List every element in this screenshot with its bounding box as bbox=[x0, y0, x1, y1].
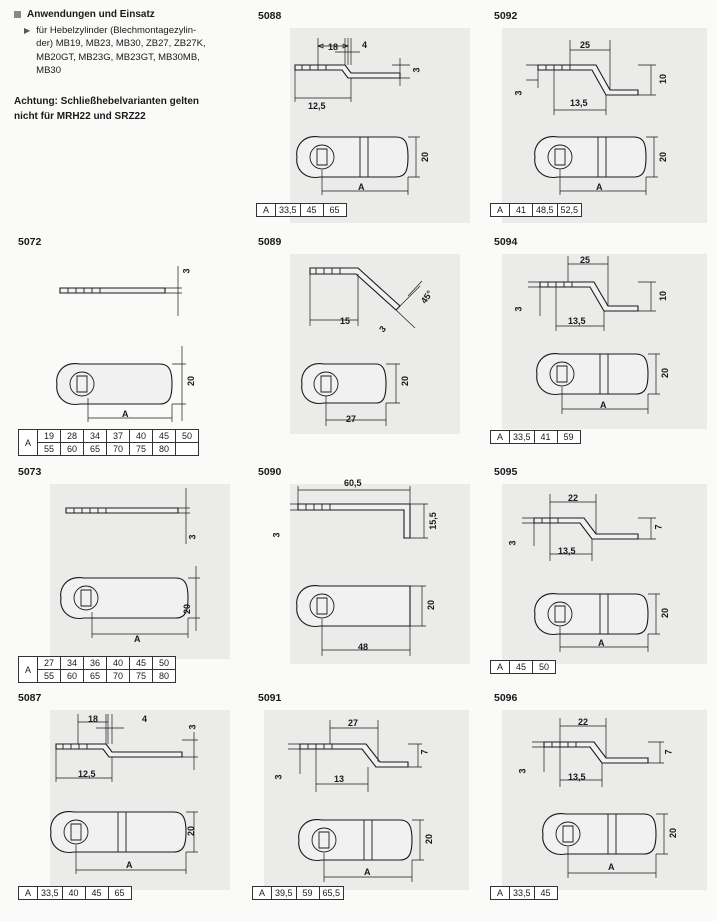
table-cell: 55 bbox=[38, 670, 61, 683]
table-cell: 45 bbox=[153, 430, 176, 443]
dim-length-label: 13,5 bbox=[558, 546, 576, 556]
table-cell: 28 bbox=[61, 430, 84, 443]
panel-title: 5092 bbox=[494, 10, 518, 22]
dim-width-label: 20 bbox=[668, 827, 679, 839]
dim-offset-label: 4 bbox=[362, 40, 368, 50]
dimension-table bbox=[18, 886, 132, 900]
table-cell: 27 bbox=[38, 657, 61, 670]
dim-length-label: 18 bbox=[327, 42, 338, 52]
dim-length-label: 27 bbox=[348, 718, 359, 728]
lever-drawing bbox=[488, 466, 713, 681]
table-cell: 80 bbox=[153, 443, 176, 456]
table-cell: 65,5 bbox=[319, 887, 344, 900]
table-cell: 41 bbox=[534, 431, 557, 444]
dim-height-label: 3 bbox=[411, 67, 422, 73]
table-cell: 65 bbox=[108, 887, 131, 900]
table-cell: 45 bbox=[130, 657, 153, 670]
dim-width-label: 20 bbox=[660, 607, 671, 619]
dim-length-label: 25 bbox=[580, 40, 591, 50]
table-cell: 19 bbox=[38, 430, 61, 443]
lever-panel-5073 bbox=[10, 466, 235, 686]
dim-angle-label: 45° bbox=[418, 288, 435, 306]
table-cell: 50 bbox=[153, 657, 176, 670]
dimension-table bbox=[490, 203, 582, 217]
dimension-table bbox=[490, 660, 556, 674]
dim-a-label: A bbox=[126, 860, 133, 870]
table-cell: 33,5 bbox=[510, 887, 535, 900]
table-label: A bbox=[19, 430, 38, 456]
table-cell: 33,5 bbox=[510, 431, 535, 444]
panel-title: 5089 bbox=[258, 236, 282, 248]
usage-header bbox=[14, 8, 239, 22]
table-label: A bbox=[253, 887, 272, 900]
dim-height-label: 7 bbox=[653, 524, 664, 530]
table-cell: 75 bbox=[130, 670, 153, 683]
table-label: A bbox=[257, 204, 276, 217]
table-cell: 60 bbox=[61, 670, 84, 683]
dim-width-label: 20 bbox=[420, 151, 431, 163]
panel-title: 5095 bbox=[494, 466, 518, 478]
dim-width-label: 20 bbox=[660, 367, 671, 379]
table-label: A bbox=[19, 887, 38, 900]
panel-title: 5096 bbox=[494, 692, 518, 704]
dim-length-label: 25 bbox=[580, 255, 591, 265]
dim-height-label: 3 bbox=[187, 724, 198, 730]
lever-drawing bbox=[10, 236, 235, 461]
dim-length-label: 12,5 bbox=[78, 769, 96, 779]
lever-panel-5092 bbox=[488, 10, 713, 220]
dim-height-label: 15,5 bbox=[427, 512, 438, 530]
panel-title: 5090 bbox=[258, 466, 282, 478]
warning-note: Achtung: Schließhebelvarianten gelten nicht für MRH22 und SRZ22 bbox=[14, 95, 200, 122]
table-cell: 45 bbox=[534, 887, 557, 900]
dim-width-label: 20 bbox=[424, 833, 435, 845]
dim-height-label: 7 bbox=[663, 749, 674, 755]
dim-length-label: 13,5 bbox=[568, 316, 586, 326]
lever-panel-5091 bbox=[250, 692, 475, 917]
lever-drawing bbox=[250, 466, 475, 666]
usage-heading: Anwendungen und Einsatz bbox=[27, 9, 155, 20]
panel-title: 5087 bbox=[18, 692, 42, 704]
dim-thickness-label: 3 bbox=[187, 534, 198, 540]
table-cell: 40 bbox=[107, 657, 130, 670]
dim-length-label: 18 bbox=[88, 714, 99, 724]
table-cell: 33,5 bbox=[276, 204, 301, 217]
dim-a-label: A bbox=[608, 862, 615, 872]
table-cell: 65 bbox=[84, 443, 107, 456]
dim-width-label: 20 bbox=[426, 599, 437, 611]
table-cell: 45 bbox=[85, 887, 108, 900]
dim-thickness-label: 3 bbox=[181, 268, 192, 274]
lever-panel-5088 bbox=[250, 10, 475, 220]
dim-length-label: 22 bbox=[578, 717, 589, 727]
dim-width-label: 20 bbox=[186, 375, 197, 387]
table-cell: 40 bbox=[62, 887, 85, 900]
dim-a-label: A bbox=[596, 182, 603, 192]
dim-length-label: 15 bbox=[340, 316, 351, 326]
dim-length-label: 48 bbox=[358, 642, 369, 652]
table-cell: 41 bbox=[510, 204, 533, 217]
dim-length-label: 22 bbox=[568, 493, 579, 503]
table-cell: 45 bbox=[510, 661, 533, 674]
usage-section bbox=[14, 8, 239, 124]
lever-panel-5087 bbox=[10, 692, 235, 917]
usage-text: für Hebelzylinder (Blechmontagezylin- der) MB19, MB23, MB30, ZB27, ZB27K, MB20GT, MB23G, MB23GT, MB30MB, MB30 bbox=[36, 24, 206, 76]
dim-a-label: A bbox=[600, 400, 607, 410]
dim-a-label: A bbox=[358, 182, 365, 192]
dim-a-label: A bbox=[598, 638, 605, 648]
lever-drawing bbox=[250, 692, 475, 917]
panel-title: 5072 bbox=[18, 236, 42, 248]
dimension-table bbox=[18, 429, 199, 456]
lever-drawing bbox=[488, 236, 713, 446]
dimension-table bbox=[252, 886, 344, 900]
lever-drawing bbox=[488, 10, 713, 230]
dim-thickness-label: 3 bbox=[513, 90, 524, 96]
lever-drawing bbox=[250, 236, 475, 436]
lever-drawing bbox=[488, 692, 713, 917]
table-cell: 34 bbox=[61, 657, 84, 670]
dim-height-label: 10 bbox=[658, 290, 669, 302]
table-cell: 60 bbox=[61, 443, 84, 456]
panel-title: 5073 bbox=[18, 466, 42, 478]
dim-offset-label: 4 bbox=[142, 714, 148, 724]
lever-panel-5090 bbox=[250, 466, 475, 666]
dim-length-label: 13,5 bbox=[570, 98, 588, 108]
dim-thickness-label: 3 bbox=[517, 768, 528, 774]
table-cell: 33,5 bbox=[38, 887, 63, 900]
dim-a-label: A bbox=[364, 867, 371, 877]
lever-panel-5096 bbox=[488, 692, 713, 917]
table-cell: 39,5 bbox=[272, 887, 297, 900]
dim-width-label: 20 bbox=[182, 603, 193, 615]
table-cell: 65 bbox=[323, 204, 346, 217]
dimension-table bbox=[490, 886, 558, 900]
lever-drawing bbox=[10, 466, 235, 686]
dim-thickness-label: 3 bbox=[377, 323, 388, 335]
dim-length-label: 60,5 bbox=[344, 478, 362, 488]
table-cell: 45 bbox=[300, 204, 323, 217]
dim-length-label: 13 bbox=[334, 774, 345, 784]
dimension-table bbox=[490, 430, 581, 444]
dim-height-label: 7 bbox=[419, 749, 430, 755]
dim-height-label: 10 bbox=[658, 73, 669, 85]
table-cell: 37 bbox=[107, 430, 130, 443]
usage-list-item bbox=[14, 24, 239, 78]
panel-title: 5091 bbox=[258, 692, 282, 704]
dim-length-label: 13,5 bbox=[568, 772, 586, 782]
dim-thickness-label: 3 bbox=[507, 540, 518, 546]
panel-title: 5088 bbox=[258, 10, 282, 22]
panel-title: 5094 bbox=[494, 236, 518, 248]
table-cell: 36 bbox=[84, 657, 107, 670]
table-cell: 70 bbox=[107, 670, 130, 683]
lever-panel-5072 bbox=[10, 236, 235, 461]
table-label: A bbox=[491, 204, 510, 217]
table-cell: 59 bbox=[557, 431, 580, 444]
table-cell: 48,5 bbox=[533, 204, 558, 217]
table-label: A bbox=[491, 661, 510, 674]
lever-drawing bbox=[10, 692, 235, 917]
table-label: A bbox=[491, 431, 510, 444]
dim-thickness-label: 3 bbox=[513, 306, 524, 312]
table-cell bbox=[176, 443, 199, 456]
dimension-table bbox=[18, 656, 176, 683]
dim-length-label: 27 bbox=[346, 414, 357, 424]
table-cell: 50 bbox=[533, 661, 556, 674]
table-label: A bbox=[19, 657, 38, 683]
dim-width-label: 20 bbox=[658, 151, 669, 163]
dim-length-label: 12,5 bbox=[308, 101, 326, 111]
dim-thickness-label: 3 bbox=[271, 532, 282, 538]
table-cell: 59 bbox=[296, 887, 319, 900]
table-cell: 65 bbox=[84, 670, 107, 683]
lever-panel-5089 bbox=[250, 236, 475, 436]
lever-panel-5095 bbox=[488, 466, 713, 681]
dim-a-label: A bbox=[134, 634, 141, 644]
dim-thickness-label: 3 bbox=[273, 774, 284, 780]
dim-width-label: 20 bbox=[400, 375, 411, 387]
dimension-table bbox=[256, 203, 347, 217]
table-cell: 52,5 bbox=[557, 204, 582, 217]
table-cell: 40 bbox=[130, 430, 153, 443]
square-bullet-icon bbox=[14, 11, 21, 18]
table-cell: 70 bbox=[107, 443, 130, 456]
lever-panel-5094 bbox=[488, 236, 713, 446]
table-cell: 80 bbox=[153, 670, 176, 683]
table-cell: 75 bbox=[130, 443, 153, 456]
table-cell: 55 bbox=[38, 443, 61, 456]
dim-width-label: 20 bbox=[186, 825, 197, 837]
dim-a-label: A bbox=[122, 409, 129, 419]
table-cell: 34 bbox=[84, 430, 107, 443]
table-cell: 50 bbox=[176, 430, 199, 443]
table-label: A bbox=[491, 887, 510, 900]
triangle-bullet-icon: ▶ bbox=[24, 25, 31, 35]
